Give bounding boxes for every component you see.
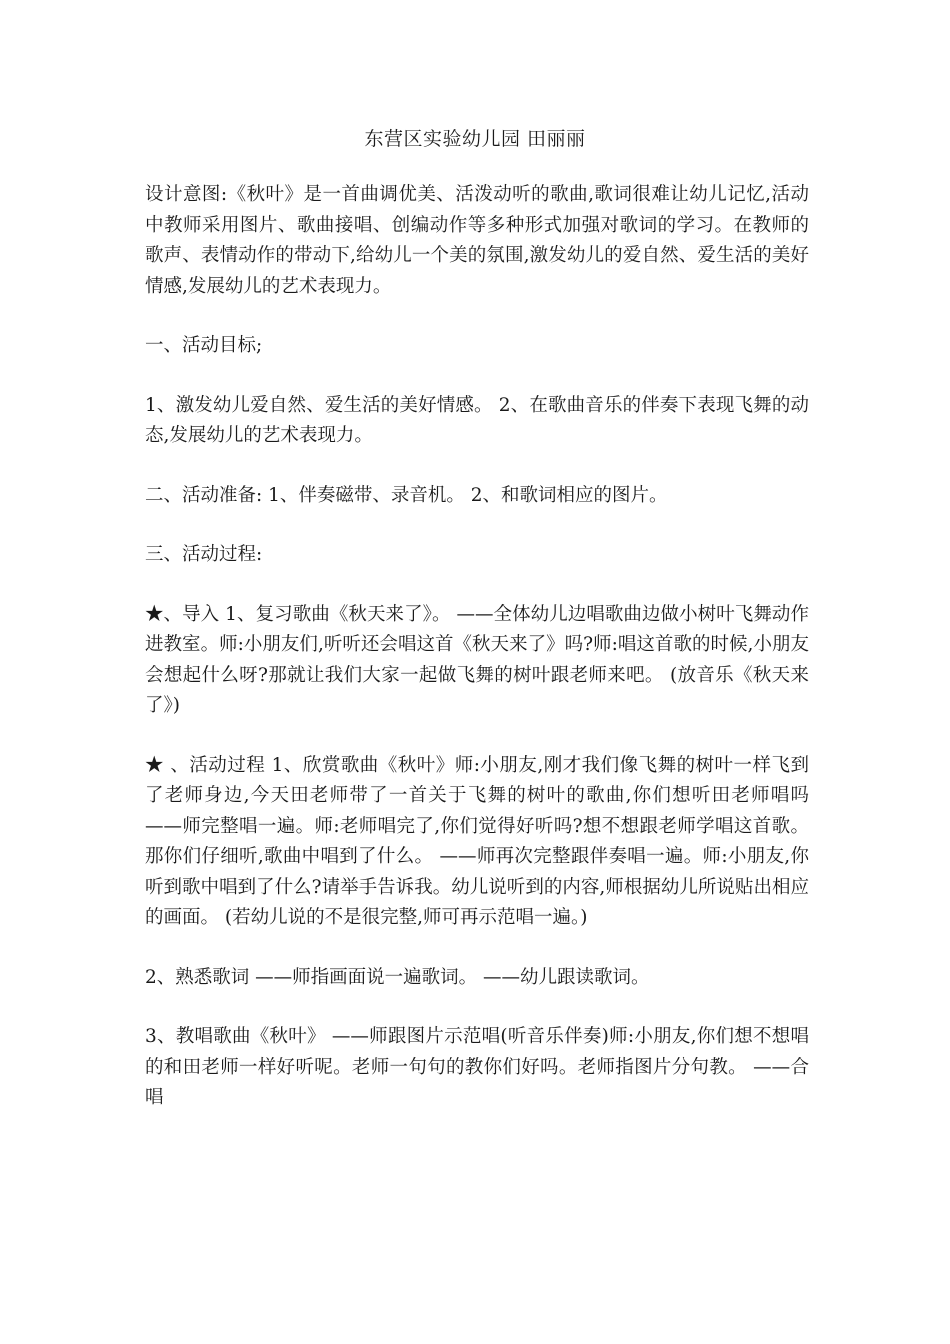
document-title: 东营区实验幼儿园 田丽丽: [364, 128, 586, 150]
paragraph-preparation: 二、活动准备: 1、伴奏磁带、录音机。 2、和歌词相应的图片。: [145, 484, 668, 506]
paragraph-goals: 1、激发幼儿爱自然、爱生活的美好情感。 2、在歌曲音乐的伴奏下表现飞舞的动态,发展幼儿的艺术表现力。: [145, 394, 809, 446]
document-body: [145, 180, 809, 1143]
heading-activity-goals: 一、活动目标;: [145, 335, 263, 356]
paragraph-teaching: 3、教唱歌曲《秋叶》 ——师跟图片示范唱(听音乐伴奏)师:小朋友,你们想不想唱的和田老师一样好听呢。老师一句句的教你们好吗。老师指图片分句教。 ——合唱: [145, 1026, 809, 1108]
paragraph-lyrics: 2、熟悉歌词 ——师指画面说一遍歌词。 ——幼儿跟读歌词。: [145, 966, 650, 988]
paragraph-process: ★ 、活动过程 1、欣赏歌曲《秋叶》师:小朋友,刚才我们像飞舞的树叶一样飞到了老师身边,今天田老师带了一首关于飞舞的树叶的歌曲,你们想听田老师唱吗 ——师完整唱一遍。师:老师唱完了,你们觉得好听吗?想不想跟老师学唱这首歌。那你们仔细听,歌曲中唱到了什么。 ——师再次完整跟伴奏唱一遍。师:小朋友,你听到歌中唱到了什么?请举手告诉我。幼儿说听到的内容,师根据幼儿所说贴出相应的画面。 (若幼儿说的不是很完整,师可再示范唱一遍。): [145, 754, 809, 928]
paragraph-introduction: ★、导入 1、复习歌曲《秋天来了》。 ——全体幼儿边唱歌曲边做小树叶飞舞动作进教室。师:小朋友们,听听还会唱这首《秋天来了》吗?师:唱这首歌的时候,小朋友会想起什么呀?那就让我们大家一起做飞舞的树叶跟老师来吧。 (放音乐《秋天来了》): [145, 603, 809, 716]
paragraph-design-intent: 设计意图:《秋叶》是一首曲调优美、活泼动听的歌曲,歌词很难让幼儿记忆,活动中教师采用图片、歌曲接唱、创编动作等多种形式加强对歌词的学习。在教师的歌声、表情动作的带动下,给幼儿一个美的氛围,激发幼儿的爱自然、爱生活的美好情感,发展幼儿的艺术表现力。: [145, 184, 809, 297]
heading-activity-process: 三、活动过程:: [145, 544, 263, 565]
